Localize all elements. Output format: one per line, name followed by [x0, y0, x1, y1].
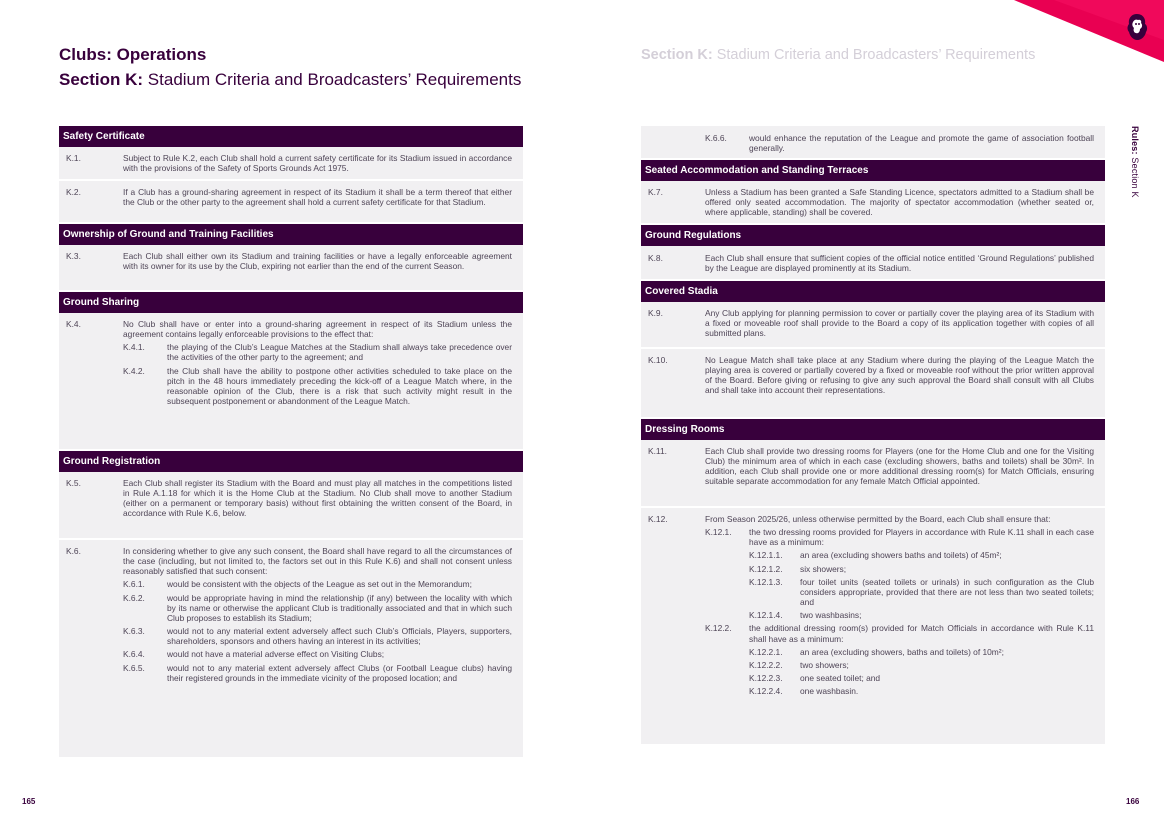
subrule-k121 — [705, 527, 1094, 620]
subrule-k63 — [123, 626, 512, 646]
left-column — [59, 126, 523, 759]
section-prefix-right: Section K: — [641, 47, 713, 63]
page-title: Clubs: Operations — [59, 45, 207, 64]
subrule-k122 — [705, 623, 1094, 696]
side-label-text: Section K — [1130, 157, 1140, 198]
rule-number: K.10. — [648, 355, 668, 365]
subsubrule-number: K.12.2.2. — [749, 659, 783, 670]
rule-text: Subject to Rule K.2, each Club shall hold a current safety certificate for its Stadium issued in accordance with the provisions of the Safety of Sports Grounds Act 1975. — [123, 153, 512, 174]
subrule-number: K.6.4. — [123, 649, 145, 660]
rule-text: Each Club shall either own its Stadium and training facilities or have a legally enforceable agreement with its owner for its use by the Club, expiring not earlier than the end of the current Season. — [123, 251, 512, 272]
rule-number: K.1. — [66, 153, 81, 163]
subsubrule-k1211 — [749, 550, 1094, 560]
subrule-number: K.6.2. — [123, 592, 145, 603]
rule-number: K.6. — [66, 546, 81, 556]
rule-number: K.7. — [648, 187, 663, 197]
subsubrule-text: six showers; — [800, 563, 847, 574]
rule-k11 — [641, 440, 1105, 508]
section-header-ownership: Ownership of Ground and Training Facilities — [59, 224, 523, 245]
rule-k7 — [641, 181, 1105, 225]
rule-k6 — [59, 540, 523, 759]
subrule-text: would enhance the reputation of the League and promote the game of association football generally. — [749, 133, 1094, 154]
rule-text: Unless a Stadium has been granted a Safe Standing Licence, spectators admitted to a Stadium shall be offered only seated accommodation. The majority of spectator accommodation (whether seated or, where applicable, standing) shall be covered. — [705, 187, 1094, 218]
rule-text: Each Club shall ensure that sufficient copies of the official notice entitled ‘Ground Regulations’ published by the League are displayed prominently at its Stadium. — [705, 253, 1094, 274]
section-header-registration: Ground Registration — [59, 451, 523, 472]
rule-text: Any Club applying for planning permission to cover or partially cover the playing area of its Stadium with a fixed or moveable roof shall provide to the Board a copy of its application together with copies of all submitted plans. — [705, 308, 1094, 339]
rule-k5 — [59, 472, 523, 540]
subsubrule-number: K.12.1.2. — [749, 563, 783, 574]
subrule-number: K.4.1. — [123, 342, 145, 353]
section-header-seated: Seated Accommodation and Standing Terraces — [641, 160, 1105, 181]
subsubrule-number: K.12.1.1. — [749, 550, 783, 561]
rule-text: If a Club has a ground-sharing agreement in respect of its Stadium it shall be a term thereof that either the Club or the other party to the agreement shall hold a current safety certificate for that Stadium. — [123, 187, 512, 208]
section-heading — [59, 70, 521, 90]
rule-number: K.11. — [648, 446, 667, 456]
section-name: Stadium Criteria and Broadcasters’ Requirements — [147, 70, 522, 89]
side-running-label — [1130, 126, 1140, 198]
subrule-k64 — [123, 649, 512, 659]
subrule-text: would be consistent with the objects of the League as set out in the Memorandum; — [167, 579, 472, 590]
side-label-bold: Rules: — [1130, 126, 1140, 155]
subrule-k65 — [123, 663, 512, 683]
rule-k12 — [641, 508, 1105, 746]
rule-k4 — [59, 313, 523, 451]
subrule-text: the Club shall have the ability to postpone other activities scheduled to take place on the pitch in the 48 hours immediately preceding the kick-off of a League Match where, in the reasonable opinion of the Club, there is a risk that such activity might result in the subsequent postponement or abandonment of the League Match. — [167, 365, 512, 407]
subrule-text: the two dressing rooms provided for Players in accordance with Rule K.11 shall in each case have as a minimum: — [749, 527, 1094, 548]
subsubrule-number: K.12.2.3. — [749, 673, 783, 684]
subrule-text: would not to any material extent adversely affect Clubs (or Football League clubs) having their registered grounds in the immediate vicinity of the proposed location; and — [167, 662, 512, 683]
premier-league-lion-icon — [1126, 13, 1148, 41]
subrule-k42 — [123, 366, 512, 407]
rule-k10 — [641, 349, 1105, 419]
rule-k8 — [641, 246, 1105, 281]
subrule-number: K.6.1. — [123, 579, 145, 590]
section-heading-right — [641, 47, 1035, 63]
subrule-text: the playing of the Club’s League Matches at the Stadium shall always take precedence over the activities of the other party to the agreement; and — [167, 342, 512, 363]
rule-number: K.5. — [66, 478, 81, 488]
rule-number: K.4. — [66, 319, 81, 329]
subrule-number: K.6.3. — [123, 626, 145, 637]
subrule-k62 — [123, 593, 512, 623]
subsubrule-k1212 — [749, 564, 1094, 574]
subrule-k41 — [123, 342, 512, 362]
rule-number: K.8. — [648, 253, 663, 263]
section-header-safety: Safety Certificate — [59, 126, 523, 147]
rule-text: In considering whether to give any such consent, the Board shall have regard to all the circumstances of the case (including, but not limited to, the factors set out in this Rule K.6) and shall not consent unless reasonably satisfied that such consent: — [123, 546, 512, 577]
section-header-dressing: Dressing Rooms — [641, 419, 1105, 440]
section-header-sharing: Ground Sharing — [59, 292, 523, 313]
subrule-text: the additional dressing room(s) provided for Match Officials in accordance with Rule K.11 shall have as a minimum: — [749, 623, 1094, 644]
subrule-text: would be appropriate having in mind the relationship (if any) between the locality with which by its name or otherwise the applicant Club is traditionally associated and that in which such Club proposes to establish its Stadium; — [167, 592, 512, 623]
subrule-number: K.6.6. — [705, 133, 727, 143]
subrule-k61 — [123, 579, 512, 589]
section-prefix: Section K: — [59, 70, 144, 89]
rule-number: K.3. — [66, 251, 81, 261]
rule-k3 — [59, 245, 523, 292]
section-name-right: Stadium Criteria and Broadcasters’ Requirements — [716, 47, 1036, 63]
subsubrule-k1223 — [749, 673, 1094, 683]
page-number-right: 166 — [1126, 797, 1140, 806]
subsubrule-k1221 — [749, 647, 1094, 657]
subrule-number: K.12.2. — [705, 623, 732, 634]
rule-text: From Season 2025/26, unless otherwise permitted by the Board, each Club shall ensure that: — [705, 514, 1051, 524]
subsubrule-number: K.12.1.4. — [749, 610, 783, 621]
subsubrule-text: one washbasin. — [800, 686, 859, 697]
subsubrule-k1213 — [749, 577, 1094, 607]
subsubrule-text: an area (excluding showers baths and toilets) of 45m²; — [800, 550, 1002, 561]
right-column — [641, 126, 1105, 746]
subsubrule-text: one seated toilet; and — [800, 673, 881, 684]
rule-text: No League Match shall take place at any Stadium where during the playing of the League Match the playing area is covered or partially covered by a fixed or moveable roof without the prior written approval of the Board. Before giving or refusing to give any such approval the Board shall consult with all Clubs and shall take into account their representations. — [705, 355, 1094, 396]
subrule-number: K.12.1. — [705, 527, 732, 538]
rule-k9 — [641, 302, 1105, 349]
subsubrule-number: K.12.2.4. — [749, 686, 783, 697]
subsubrule-text: two washbasins; — [800, 610, 862, 621]
rule-number: K.9. — [648, 308, 663, 318]
rule-number: K.2. — [66, 187, 81, 197]
subsubrule-number: K.12.2.1. — [749, 646, 783, 657]
rule-text: Each Club shall provide two dressing rooms for Players (one for the Home Club and one for the Visiting Club) the minimum area of which in each case (excluding showers, baths and toilets) shall be 30m². In addition, each Club shall provide one or more additional dressing room(s) for Match Officials, ensuring suitable separate accommodation for any female Match Official appointed. — [705, 446, 1094, 487]
subsubrule-text: two showers; — [800, 659, 849, 670]
subsubrule-text: an area (excluding showers, baths and toilets) of 10m²; — [800, 646, 1004, 657]
rule-k1 — [59, 147, 523, 181]
subsubrule-text: four toilet units (seated toilets or urinals) in such configuration as the Club considers appropriate, provided that there are not less than two seated toilets; and — [800, 576, 1094, 608]
page-number-left: 165 — [22, 797, 36, 806]
section-header-covered: Covered Stadia — [641, 281, 1105, 302]
subsubrule-number: K.12.1.3. — [749, 576, 783, 587]
rule-text: No Club shall have or enter into a ground-sharing agreement in respect of its Stadium unless the agreement contains legally enforceable provisions to the effect that: — [123, 319, 512, 340]
subrule-number: K.4.2. — [123, 365, 145, 376]
rule-number: K.12. — [648, 514, 668, 524]
rule-text: Each Club shall register its Stadium with the Board and must play all matches in the competitions listed in Rule A.1.18 for which it is the Home Club at the Stadium. No Club shall move to another Stadium (either on a permanent or temporary basis) without first obtaining the written consent of the Board, in accordance with Rule K.6, below. — [123, 478, 512, 519]
rule-k2 — [59, 181, 523, 224]
subsubrule-k1214 — [749, 610, 1094, 620]
subrule-text: would not to any material extent adversely affect such Club’s Officials, Players, supporters, shareholders, sponsors and others having an interest in its activities; — [167, 626, 512, 647]
subsubrule-k1222 — [749, 660, 1094, 670]
subrule-k66 — [641, 126, 1105, 160]
subrule-number: K.6.5. — [123, 662, 145, 673]
section-header-regulations: Ground Regulations — [641, 225, 1105, 246]
subsubrule-k1224 — [749, 686, 1094, 696]
subrule-text: would not have a material adverse effect on Visiting Clubs; — [167, 649, 385, 660]
